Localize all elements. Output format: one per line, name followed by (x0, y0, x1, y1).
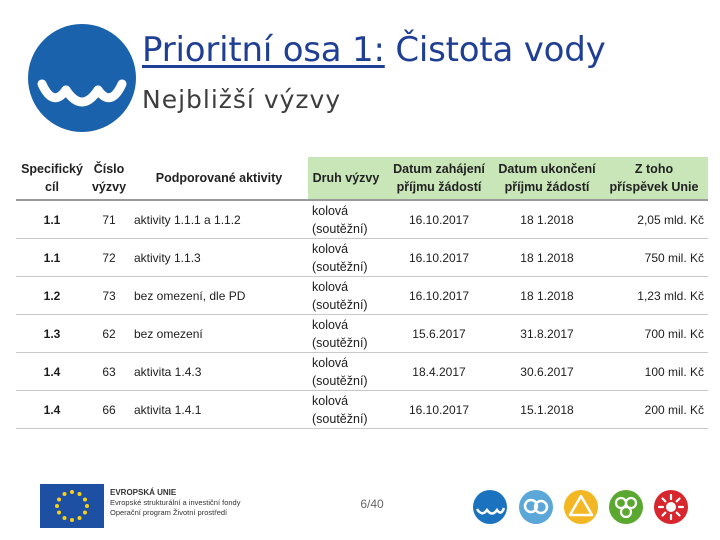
header-activities: Podporované aktivity (155, 171, 283, 185)
header-eu-contribution: Z toho příspěvek Unie (600, 157, 708, 200)
cell-start-date: 18.4.2017 (384, 353, 494, 391)
water-icon (473, 490, 507, 524)
cell-call-number: 62 (88, 315, 130, 353)
page-subtitle: Nejbližší výzvy (142, 85, 342, 114)
cell-goal: 1.1 (16, 239, 88, 277)
cell-activities: aktivita 1.4.3 (130, 353, 308, 391)
eu-name: EVROPSKÁ UNIE (110, 488, 177, 497)
eu-flag-icon (40, 484, 104, 528)
header-call-type: Druh výzvy (308, 157, 384, 200)
water-logo-icon (26, 22, 138, 134)
cell-call-type: kolová (soutěžní) (308, 353, 384, 391)
page-number: 6/40 (360, 497, 384, 511)
cell-eu-contribution: 750 mil. Kč (600, 239, 708, 277)
cell-goal: 1.2 (16, 277, 88, 315)
cell-activities: bez omezení, dle PD (130, 277, 308, 315)
title-link[interactable]: Prioritní osa 1: (142, 30, 385, 70)
page-title (142, 30, 606, 70)
cell-call-type: kolová (soutěžní) (308, 239, 384, 277)
cell-call-number: 63 (88, 353, 130, 391)
cell-activities: aktivity 1.1.3 (130, 239, 308, 277)
eu-funds: Evropské strukturální a investiční fondy (110, 498, 241, 507)
cell-end-date: 31.8.2017 (494, 315, 600, 353)
cell-call-type: kolová (soutěžní) (308, 315, 384, 353)
cell-end-date: 30.6.2017 (494, 353, 600, 391)
cell-call-number: 72 (88, 239, 130, 277)
cell-call-type: kolová (soutěžní) (308, 277, 384, 315)
cell-start-date: 16.10.2017 (384, 391, 494, 429)
energy-icon (654, 490, 688, 524)
cell-call-number: 73 (88, 277, 130, 315)
cell-end-date: 18 1.2018 (494, 200, 600, 239)
calls-table (16, 157, 708, 429)
header-goal: Specifický cíl (21, 162, 83, 194)
cell-eu-contribution: 1,23 mld. Kč (600, 277, 708, 315)
cell-activities: bez omezení (130, 315, 308, 353)
table-row (16, 200, 708, 239)
title-text: Čistota vody (384, 30, 606, 70)
nature-icon (609, 490, 643, 524)
cell-start-date: 16.10.2017 (384, 239, 494, 277)
cell-eu-contribution: 2,05 mld. Kč (600, 200, 708, 239)
cell-eu-contribution: 700 mil. Kč (600, 315, 708, 353)
eu-footer-text (110, 488, 350, 518)
cell-goal: 1.1 (16, 200, 88, 239)
header-start-date: Datum zahájení příjmu žádostí (384, 157, 494, 200)
cell-end-date: 18 1.2018 (494, 277, 600, 315)
cell-call-number: 71 (88, 200, 130, 239)
header-end-date: Datum ukončení příjmu žádostí (494, 157, 600, 200)
cell-goal: 1.4 (16, 391, 88, 429)
cell-activities: aktivita 1.4.1 (130, 391, 308, 429)
cell-start-date: 16.10.2017 (384, 200, 494, 239)
eu-programme: Operační program Životní prostředí (110, 508, 228, 517)
cell-end-date: 18 1.2018 (494, 239, 600, 277)
cell-activities: aktivity 1.1.1 a 1.1.2 (130, 200, 308, 239)
priority-axis-icons (468, 487, 714, 527)
table-row (16, 315, 708, 353)
cell-goal: 1.4 (16, 353, 88, 391)
cell-start-date: 15.6.2017 (384, 315, 494, 353)
cell-call-type: kolová (soutěžní) (308, 200, 384, 239)
cell-start-date: 16.10.2017 (384, 277, 494, 315)
waste-icon (564, 490, 598, 524)
header-call-number: Číslo výzvy (91, 162, 127, 194)
cell-goal: 1.3 (16, 315, 88, 353)
cell-eu-contribution: 200 mil. Kč (600, 391, 708, 429)
air-icon (519, 490, 553, 524)
table-row (16, 239, 708, 277)
table-row (16, 391, 708, 429)
table-row (16, 277, 708, 315)
table-header-row (16, 157, 708, 200)
cell-call-number: 66 (88, 391, 130, 429)
cell-eu-contribution: 100 mil. Kč (600, 353, 708, 391)
cell-end-date: 15.1.2018 (494, 391, 600, 429)
cell-call-type: kolová (soutěžní) (308, 391, 384, 429)
table-row (16, 353, 708, 391)
